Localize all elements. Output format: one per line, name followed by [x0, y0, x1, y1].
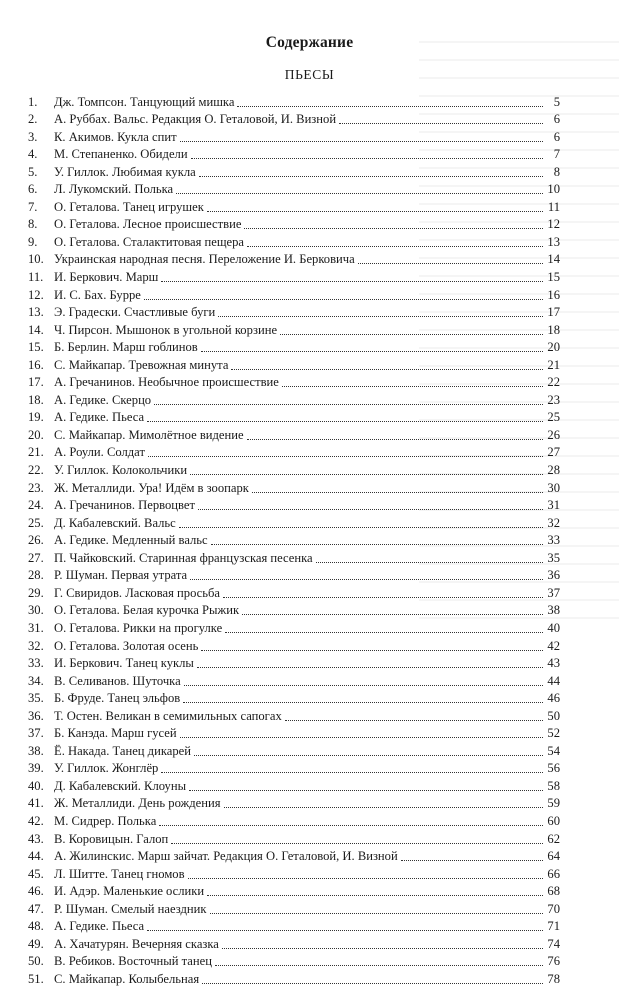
dot-leader — [159, 825, 543, 826]
toc-entry-number: 15. — [28, 340, 44, 355]
toc-entry-page-number: 6 — [553, 129, 560, 144]
toc-entry-page-number: 15 — [547, 270, 560, 285]
toc-entry — [28, 232, 560, 250]
toc-entry — [28, 811, 560, 829]
toc-entry — [28, 548, 560, 566]
dot-leader — [176, 193, 543, 194]
toc-entry — [28, 847, 560, 865]
dot-leader — [147, 930, 543, 931]
dot-leader — [180, 141, 543, 142]
toc-entry-title: Б. Фруде. Танец эльфов — [54, 691, 181, 706]
toc-entry — [28, 408, 560, 426]
toc-entry-number: 31. — [28, 620, 44, 635]
toc-entry-title: Л. Шитте. Танец гномов — [54, 866, 185, 881]
toc-entry-page-number: 43 — [547, 656, 560, 671]
toc-entry — [28, 110, 560, 128]
dot-leader — [401, 860, 543, 861]
toc-entry-number: 24. — [28, 498, 44, 513]
toc-entry-page-number: 70 — [547, 901, 560, 916]
dot-leader — [190, 474, 543, 475]
toc-entry-page-number: 28 — [547, 463, 560, 478]
toc-entry-number: 3. — [28, 129, 38, 144]
toc-entry-title: Ж. Металлиди. Ура! Идём в зоопарк — [54, 480, 249, 495]
toc-entry — [28, 303, 560, 321]
toc-entry-title: Ё. Накада. Танец дикарей — [54, 743, 191, 758]
toc-entry-number: 40. — [28, 778, 44, 793]
toc-entry — [28, 180, 560, 198]
toc-entry-number: 13. — [28, 305, 44, 320]
toc-entry — [28, 654, 560, 672]
toc-entry-title: А. Жилинскис. Марш зайчат. Редакция О. Геталовой, И. Визной — [54, 849, 398, 864]
toc-entry — [28, 864, 560, 882]
toc-entry — [28, 899, 560, 917]
dot-leader — [190, 579, 543, 580]
toc-entry-title: Б. Канэда. Марш гусей — [54, 726, 177, 741]
toc-entry-title: Л. Лукомский. Полька — [54, 182, 174, 197]
dot-leader — [161, 772, 543, 773]
dot-leader — [171, 843, 543, 844]
toc-entry-page-number: 26 — [547, 427, 560, 442]
toc-entry-page-number: 18 — [547, 322, 560, 337]
toc-entry — [28, 390, 560, 408]
toc-entry-number: 6. — [28, 182, 38, 197]
toc-entry-page-number: 44 — [547, 673, 560, 688]
toc-entry-page-number: 22 — [547, 375, 560, 390]
toc-entry — [28, 636, 560, 654]
dot-leader — [223, 597, 543, 598]
toc-entry-number: 30. — [28, 603, 44, 618]
toc-entry-number: 27. — [28, 550, 44, 565]
toc-entry-page-number: 12 — [547, 217, 560, 232]
toc-entry-title: А. Гедике. Скерцо — [54, 392, 152, 407]
toc-entry-title: С. Майкапар. Мимолётное видение — [54, 427, 244, 442]
toc-entry-title: А. Гречанинов. Первоцвет — [54, 498, 195, 513]
toc-entry-title: Ж. Металлиди. День рождения — [54, 796, 221, 811]
toc-entry-title: У. Гиллок. Любимая кукла — [54, 164, 196, 179]
toc-entry-number: 9. — [28, 234, 38, 249]
toc-entry-title: И. С. Бах. Бурре — [54, 287, 141, 302]
toc-entry-page-number: 71 — [547, 919, 560, 934]
toc-entry — [28, 320, 560, 338]
toc-entry-title: В. Коровицын. Галоп — [54, 831, 169, 846]
dot-leader — [202, 983, 543, 984]
toc-entry-title: С. Майкапар. Колыбельная — [54, 971, 200, 986]
toc-entry-number: 35. — [28, 691, 44, 706]
dot-leader — [147, 421, 543, 422]
toc-entry-page-number: 54 — [547, 743, 560, 758]
toc-entry — [28, 689, 560, 707]
toc-entry-page-number: 62 — [547, 831, 560, 846]
toc-entry-title: Т. Остен. Великан в семимильных сапогах — [54, 708, 282, 723]
toc-entry-page-number: 60 — [547, 813, 560, 828]
toc-entry-title: Ч. Пирсон. Мышонок в угольной корзине — [54, 322, 278, 337]
dot-leader — [207, 211, 543, 212]
toc-entry-page-number: 68 — [547, 884, 560, 899]
toc-entry-title: К. Акимов. Кукла спит — [54, 129, 177, 144]
toc-entry-page-number: 59 — [547, 796, 560, 811]
toc-entry-page-number: 27 — [547, 445, 560, 460]
toc-entry-title: М. Сидрер. Полька — [54, 813, 157, 828]
toc-entry — [28, 478, 560, 496]
toc-entry — [28, 373, 560, 391]
dot-leader — [285, 720, 543, 721]
dot-leader — [161, 281, 543, 282]
toc-entry-title: В. Селиванов. Шуточка — [54, 673, 181, 688]
toc-entry-page-number: 30 — [547, 480, 560, 495]
toc-entry-title: О. Геталова. Золотая осень — [54, 638, 199, 653]
toc-entry-number: 19. — [28, 410, 44, 425]
toc-entry — [28, 934, 560, 952]
toc-entry — [28, 460, 560, 478]
dot-leader — [179, 527, 543, 528]
toc-entry-title: Р. Шуман. Первая утрата — [54, 568, 188, 583]
dot-leader — [339, 123, 543, 124]
toc-entry-title: Д. Кабалевский. Клоуны — [54, 778, 187, 793]
toc-entry-page-number: 78 — [547, 971, 560, 986]
toc-entry-page-number: 21 — [547, 357, 560, 372]
toc-entry-page-number: 17 — [547, 305, 560, 320]
toc-entry-title: О. Геталова. Рикки на прогулке — [54, 620, 223, 635]
toc-entry-page-number: 66 — [547, 866, 560, 881]
dot-leader — [188, 878, 543, 879]
dot-leader — [194, 755, 543, 756]
toc-entry-number: 16. — [28, 357, 44, 372]
toc-entry — [28, 197, 560, 215]
toc-entry-page-number: 76 — [547, 954, 560, 969]
toc-entry-number: 42. — [28, 813, 44, 828]
toc-entry-page-number: 20 — [547, 340, 560, 355]
toc-entry-page-number: 64 — [547, 849, 560, 864]
toc-entry-number: 47. — [28, 901, 44, 916]
toc-entry-page-number: 46 — [547, 691, 560, 706]
dot-leader — [201, 650, 543, 651]
dot-leader — [191, 158, 543, 159]
toc-entry-page-number: 33 — [547, 533, 560, 548]
dot-leader — [201, 351, 543, 352]
toc-entry-number: 34. — [28, 673, 44, 688]
toc-entry — [28, 250, 560, 268]
toc-entry-title: У. Гиллок. Колокольчики — [54, 463, 188, 478]
toc-entry-page-number: 32 — [547, 515, 560, 530]
dot-leader — [199, 176, 543, 177]
dot-leader — [144, 299, 543, 300]
toc-entry-number: 8. — [28, 217, 38, 232]
toc-entry-number: 7. — [28, 199, 38, 214]
dot-leader — [282, 386, 543, 387]
toc-entry-title: А. Гедике. Пьеса — [54, 410, 145, 425]
toc-entry-number: 10. — [28, 252, 44, 267]
toc-entry — [28, 338, 560, 356]
toc-entry-title: У. Гиллок. Жонглёр — [54, 761, 159, 776]
dot-leader — [197, 667, 543, 668]
dot-leader — [210, 913, 544, 914]
dot-leader — [224, 807, 543, 808]
toc-entry — [28, 425, 560, 443]
dot-leader — [231, 369, 543, 370]
toc-entry-number: 18. — [28, 392, 44, 407]
dot-leader — [358, 263, 543, 264]
toc-entry — [28, 127, 560, 145]
toc-entry-title: В. Ребиков. Восточный танец — [54, 954, 212, 969]
toc-entry — [28, 285, 560, 303]
toc-entry-number: 29. — [28, 585, 44, 600]
toc-entry — [28, 92, 560, 110]
toc-entry-title: А. Гедике. Медленный вальс — [54, 533, 208, 548]
toc-entry-number: 25. — [28, 515, 44, 530]
toc-entry-page-number: 50 — [547, 708, 560, 723]
dot-leader — [237, 106, 543, 107]
toc-entry-page-number: 35 — [547, 550, 560, 565]
toc-entry-number: 1. — [28, 94, 38, 109]
dot-leader — [316, 562, 543, 563]
toc-entry-number: 20. — [28, 427, 44, 442]
toc-entry-page-number: 14 — [547, 252, 560, 267]
toc-entry — [28, 882, 560, 900]
toc-entry-title: Украинская народная песня. Переложение И. Берковича — [54, 252, 355, 267]
toc-entry-page-number: 38 — [547, 603, 560, 618]
toc-entry-page-number: 5 — [553, 94, 560, 109]
toc-entry-page-number: 36 — [547, 568, 560, 583]
toc-entry-page-number: 37 — [547, 585, 560, 600]
toc-entry-page-number: 25 — [547, 410, 560, 425]
toc-entry — [28, 917, 560, 935]
toc-entry — [28, 355, 560, 373]
dot-leader — [183, 702, 543, 703]
toc-entry-title: И. Адэр. Маленькие ослики — [54, 884, 205, 899]
toc-entry-number: 28. — [28, 568, 44, 583]
toc-entry-number: 36. — [28, 708, 44, 723]
toc-entry-title: А. Роули. Солдат — [54, 445, 145, 460]
dot-leader — [244, 228, 543, 229]
toc-entry-number: 23. — [28, 480, 44, 495]
toc-entry — [28, 671, 560, 689]
toc-entry — [28, 706, 560, 724]
toc-entry — [28, 794, 560, 812]
toc-entry-title: Э. Градески. Счастливые буги — [54, 305, 216, 320]
toc-entry — [28, 513, 560, 531]
toc-entry-title: Р. Шуман. Смелый наездник — [54, 901, 207, 916]
toc-entry-page-number: 13 — [547, 234, 560, 249]
toc-entry — [28, 145, 560, 163]
toc-entry-page-number: 16 — [547, 287, 560, 302]
toc-entry — [28, 583, 560, 601]
toc-entry-title: Б. Берлин. Марш гоблинов — [54, 340, 198, 355]
dot-leader — [218, 316, 543, 317]
toc-entry-page-number: 11 — [547, 199, 560, 214]
toc-entry-number: 33. — [28, 656, 44, 671]
toc-entry — [28, 601, 560, 619]
toc-entry-page-number: 7 — [553, 147, 560, 162]
toc-entry — [28, 724, 560, 742]
toc-entry-page-number: 6 — [553, 112, 560, 127]
toc-entry-title: А. Гедике. Пьеса — [54, 919, 145, 934]
toc-entry-number: 26. — [28, 533, 44, 548]
toc-entry-page-number: 31 — [547, 498, 560, 513]
toc-entry-number: 38. — [28, 743, 44, 758]
toc-entry-number: 4. — [28, 147, 38, 162]
toc-entry — [28, 829, 560, 847]
toc-entry-number: 17. — [28, 375, 44, 390]
toc-entry-page-number: 40 — [547, 620, 560, 635]
dot-leader — [148, 456, 543, 457]
toc-entry-title: Г. Свиридов. Ласковая просьба — [54, 585, 221, 600]
toc-entry — [28, 267, 560, 285]
toc-entry — [28, 162, 560, 180]
toc-entry-number: 41. — [28, 796, 44, 811]
toc-entry-title: О. Геталова. Танец игрушек — [54, 199, 204, 214]
dot-leader — [215, 965, 543, 966]
dot-leader — [180, 737, 543, 738]
toc-entry — [28, 566, 560, 584]
toc-entry-page-number: 74 — [547, 936, 560, 951]
toc-entry — [28, 952, 560, 970]
dot-leader — [247, 439, 543, 440]
toc-entry-page-number: 42 — [547, 638, 560, 653]
toc-entry-page-number: 23 — [547, 392, 560, 407]
toc-entry-number: 32. — [28, 638, 44, 653]
toc-entry-number: 44. — [28, 849, 44, 864]
toc-entry-title: И. Беркович. Марш — [54, 270, 159, 285]
toc-entry-page-number: 58 — [547, 778, 560, 793]
toc-entry — [28, 741, 560, 759]
toc-entry-number: 37. — [28, 726, 44, 741]
dot-leader — [207, 895, 543, 896]
toc-entry-title: И. Беркович. Танец куклы — [54, 656, 194, 671]
dot-leader — [222, 948, 543, 949]
dot-leader — [280, 334, 543, 335]
table-of-contents — [28, 92, 560, 987]
toc-entry-title: О. Геталова. Сталактитовая пещера — [54, 234, 245, 249]
dot-leader — [211, 544, 543, 545]
dot-leader — [247, 246, 543, 247]
toc-entry-number: 39. — [28, 761, 44, 776]
toc-entry-number: 46. — [28, 884, 44, 899]
toc-entry-title: Д. Кабалевский. Вальс — [54, 515, 176, 530]
page-title: Содержание — [265, 34, 354, 51]
toc-entry-title: П. Чайковский. Старинная французская песенка — [54, 550, 313, 565]
toc-entry-number: 12. — [28, 287, 44, 302]
toc-entry-number: 2. — [28, 112, 38, 127]
toc-entry — [28, 215, 560, 233]
toc-entry-number: 50. — [28, 954, 44, 969]
toc-entry — [28, 496, 560, 514]
dot-leader — [198, 509, 543, 510]
toc-entry — [28, 969, 560, 987]
toc-entry-title: М. Степаненко. Обидели — [54, 147, 188, 162]
dot-leader — [242, 614, 543, 615]
dot-leader — [225, 632, 543, 633]
toc-entry-page-number: 10 — [547, 182, 560, 197]
toc-entry — [28, 443, 560, 461]
toc-entry-page-number: 56 — [547, 761, 560, 776]
toc-entry-number: 48. — [28, 919, 44, 934]
toc-entry-number: 22. — [28, 463, 44, 478]
toc-entry-title: А. Гречанинов. Необычное происшествие — [54, 375, 279, 390]
toc-entry-number: 21. — [28, 445, 44, 460]
toc-entry-page-number: 52 — [547, 726, 560, 741]
toc-entry-number: 45. — [28, 866, 44, 881]
dot-leader — [184, 685, 543, 686]
toc-entry-title: О. Геталова. Белая курочка Рыжик — [54, 603, 240, 618]
toc-entry-number: 5. — [28, 164, 38, 179]
toc-entry-number: 14. — [28, 322, 44, 337]
toc-entry — [28, 531, 560, 549]
toc-entry — [28, 759, 560, 777]
dot-leader — [154, 404, 543, 405]
toc-entry-page-number: 8 — [553, 164, 560, 179]
toc-entry — [28, 618, 560, 636]
dot-leader — [252, 492, 543, 493]
section-title: ПЬЕСЫ — [284, 67, 335, 82]
dot-leader — [189, 790, 543, 791]
toc-entry-title: А. Руббах. Вальс. Редакция О. Геталовой, И. Визной — [54, 112, 337, 127]
toc-entry-number: 11. — [28, 270, 44, 285]
toc-entry-title: А. Хачатурян. Вечерняя сказка — [54, 936, 219, 951]
toc-entry-number: 49. — [28, 936, 44, 951]
toc-entry-number: 43. — [28, 831, 44, 846]
toc-entry-title: Дж. Томпсон. Танцующий мишка — [54, 94, 235, 109]
toc-entry-title: О. Геталова. Лесное происшествие — [54, 217, 242, 232]
toc-entry-number: 51. — [28, 971, 44, 986]
toc-entry-title: С. Майкапар. Тревожная минута — [54, 357, 229, 372]
toc-entry — [28, 776, 560, 794]
